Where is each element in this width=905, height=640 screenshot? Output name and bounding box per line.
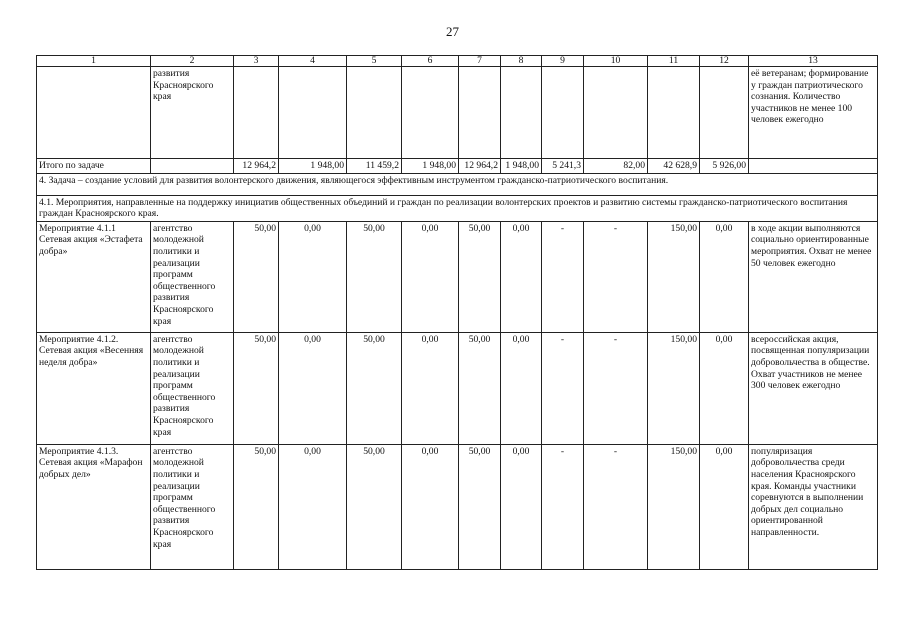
value-cell: 1 948,00	[279, 159, 347, 174]
value-cell: 50,00	[459, 444, 501, 569]
executor-cell: развития Красноярского края	[151, 67, 234, 159]
value-cell: 0,00	[501, 332, 542, 444]
result-cell: всероссийская акция, посвященная популяризации добровольчества в обществе. Охват участников не менее 300 человек ежегодно	[749, 332, 878, 444]
value-cell: 50,00	[234, 332, 279, 444]
value-cell: 5 241,3	[542, 159, 584, 174]
event-name: Мероприятие 4.1.1 Сетевая акция «Эстафета добра»	[37, 221, 151, 332]
value-cell: 50,00	[234, 221, 279, 332]
value-cell: 50,00	[347, 332, 402, 444]
table-row	[37, 221, 878, 332]
header-cell: 9	[542, 56, 584, 67]
header-cell: 12	[700, 56, 749, 67]
event-name: Мероприятие 4.1.3. Сетевая акция «Марафон добрых дел»	[37, 444, 151, 569]
value-cell: 0,00	[700, 221, 749, 332]
value-cell: 50,00	[234, 444, 279, 569]
value-cell: 5 926,00	[700, 159, 749, 174]
value-cell: 0,00	[402, 444, 459, 569]
executor-cell: агентство молодежной политики и реализации программ общественного развития Красноярского края	[151, 444, 234, 569]
value-cell: 50,00	[347, 444, 402, 569]
table-row	[37, 332, 878, 444]
header-cell: 4	[279, 56, 347, 67]
value-cell: 0,00	[501, 444, 542, 569]
result-cell: в ходе акции выполняются социально ориентированные мероприятия. Охват не менее 50 человек ежегодно	[749, 221, 878, 332]
value-cell: -	[584, 444, 648, 569]
value-cell: 0,00	[700, 332, 749, 444]
value-cell: 0,00	[279, 332, 347, 444]
subtask-heading: 4.1. Мероприятия, направленные на поддержку инициатив общественных объединий и граждан по реализации волонтерских проектов и развитию системы гражданско-патриотического воспитания граждан Красноярского края.	[37, 195, 878, 221]
value-cell: 50,00	[347, 221, 402, 332]
task-row	[37, 173, 878, 195]
value-cell: 150,00	[648, 444, 700, 569]
header-cell: 3	[234, 56, 279, 67]
program-table	[36, 55, 878, 570]
continued-row	[37, 67, 878, 159]
value-cell: 0,00	[700, 444, 749, 569]
total-label: Итого по задаче	[37, 159, 151, 174]
page-number: 27	[446, 24, 459, 39]
header-cell: 1	[37, 56, 151, 67]
subtask-row	[37, 195, 878, 221]
value-cell: -	[584, 221, 648, 332]
task-heading: 4. Задача – создание условий для развития волонтерского движения, являющегося эффективным инструментом гражданско-патриотического воспитания.	[37, 173, 878, 195]
value-cell: 12 964,2	[234, 159, 279, 174]
value-cell: 0,00	[279, 221, 347, 332]
header-cell: 10	[584, 56, 648, 67]
value-cell: -	[584, 332, 648, 444]
value-cell: 50,00	[459, 221, 501, 332]
header-cell: 13	[749, 56, 878, 67]
header-cell: 11	[648, 56, 700, 67]
value-cell: 150,00	[648, 221, 700, 332]
event-name: Мероприятие 4.1.2. Сетевая акция «Весенняя неделя добра»	[37, 332, 151, 444]
value-cell: 0,00	[402, 221, 459, 332]
value-cell: -	[542, 332, 584, 444]
header-cell: 2	[151, 56, 234, 67]
value-cell: -	[542, 221, 584, 332]
header-row	[37, 56, 878, 67]
value-cell: 1 948,00	[402, 159, 459, 174]
executor-cell: агентство молодежной политики и реализации программ общественного развития Красноярского края	[151, 221, 234, 332]
value-cell: 0,00	[279, 444, 347, 569]
value-cell: 0,00	[402, 332, 459, 444]
header-cell: 5	[347, 56, 402, 67]
header-cell: 7	[459, 56, 501, 67]
table-row	[37, 444, 878, 569]
value-cell: 150,00	[648, 332, 700, 444]
value-cell: -	[542, 444, 584, 569]
value-cell: 50,00	[459, 332, 501, 444]
executor-cell: агентство молодежной политики и реализации программ общественного развития Красноярского края	[151, 332, 234, 444]
result-cell: популяризация добровольчества среди населения Красноярского края. Команды участники соревнуются в выполнении добрых дел социально ориентированной направленности.	[749, 444, 878, 569]
header-cell: 8	[501, 56, 542, 67]
value-cell: 0,00	[501, 221, 542, 332]
value-cell: 12 964,2	[459, 159, 501, 174]
value-cell: 1 948,00	[501, 159, 542, 174]
value-cell: 42 628,9	[648, 159, 700, 174]
header-cell: 6	[402, 56, 459, 67]
value-cell: 11 459,2	[347, 159, 402, 174]
total-row	[37, 159, 878, 174]
result-cell: её ветеранам; формирование у граждан патриотического сознания. Количество участников не менее 100 человек ежегодно	[749, 67, 878, 159]
value-cell: 82,00	[584, 159, 648, 174]
